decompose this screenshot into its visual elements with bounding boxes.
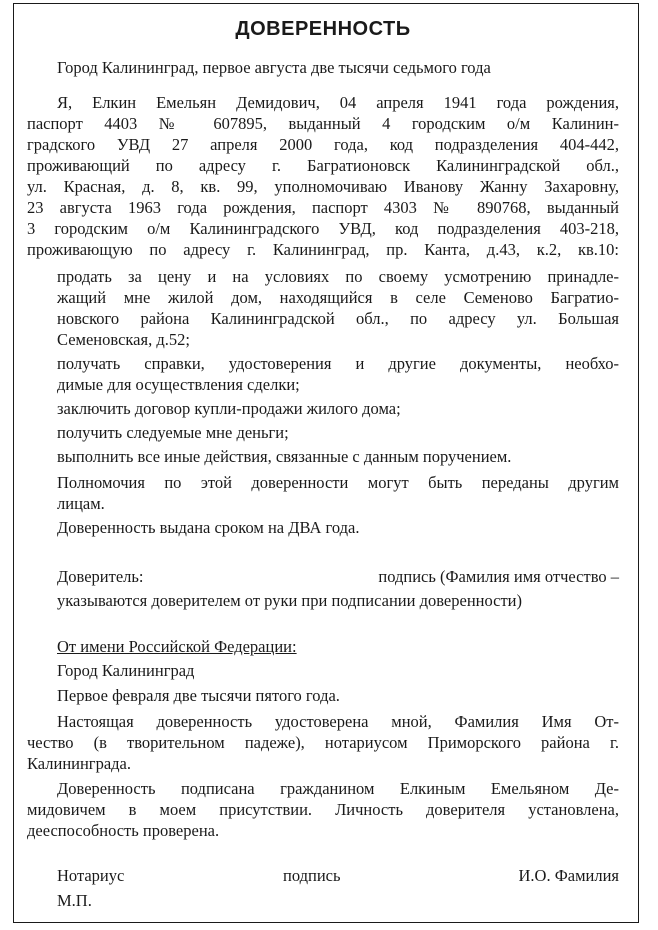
- intro-line: паспорт 4403 № 607895, выданный 4 городским о/м Калинин-: [27, 114, 619, 133]
- power-item-line: Семеновская, д.52;: [57, 330, 190, 349]
- power-item-line: получить следуемые мне деньги;: [57, 423, 289, 442]
- seal-place: М.П.: [57, 891, 92, 910]
- place-date-line: Город Калининград, первое августа две тысячи седьмого года: [57, 58, 491, 77]
- notary-signature: подпись: [283, 866, 341, 885]
- document-title: ДОВЕРЕННОСТЬ: [235, 18, 411, 40]
- intro-line: проживающую по адресу г. Калининград, пр. Канта, д.43, к.2, кв.10:: [27, 240, 619, 259]
- power-item-line: получать справки, удостоверения и другие документы, необхо-: [57, 354, 619, 373]
- power-item-line: заключить договор купли-продажи жилого дома;: [57, 399, 401, 418]
- certification-line: Калининграда.: [27, 754, 131, 773]
- certification-line: Настоящая доверенность удостоверена мной, Фамилия Имя От-: [57, 712, 619, 731]
- intro-line: ул. Красная, д. 8, кв. 99, уполномочиваю Иванову Жанну Захаровну,: [27, 177, 619, 196]
- notary-date: Первое февраля две тысячи пятого года.: [57, 686, 340, 705]
- signed-line: Доверенность подписана гражданином Елкиным Емельяном Де-: [57, 779, 619, 798]
- signed-line: мидовичем в моем присутствии. Личность доверителя установлена,: [27, 800, 619, 819]
- intro-line: 3 городским о/м Калининградского УВД, код подразделения 403-218,: [27, 219, 619, 238]
- intro-line: 23 августа 1963 года рождения, паспорт 4303 № 890768, выданный: [27, 198, 619, 217]
- power-item-line: продать за цену и на условиях по своему усмотрению принадле-: [57, 267, 619, 286]
- power-item-line: димые для осуществления сделки;: [57, 375, 300, 394]
- signed-line: дееспособность проверена.: [27, 821, 220, 840]
- notary-city: Город Калининград: [57, 661, 195, 680]
- rf-heading: От имени Российской Федерации:: [57, 637, 297, 656]
- certification-line: чество (в творительном падеже), нотариусом Приморского района г.: [27, 733, 619, 752]
- term-line: Доверенность выдана сроком на ДВА года.: [57, 518, 360, 537]
- transfer-line: лицам.: [57, 494, 105, 513]
- power-item-line: новского района Калининградской обл., по адресу ул. Большая: [57, 309, 619, 328]
- principal-label: Доверитель:: [57, 567, 144, 586]
- notary-label: Нотариус: [57, 866, 125, 885]
- power-item-line: выполнить все иные действия, связанные с данным поручением.: [57, 447, 512, 466]
- transfer-line: Полномочия по этой доверенности могут быть переданы другим: [57, 473, 619, 492]
- notary-name: И.О. Фамилия: [518, 866, 619, 885]
- power-item-line: жащий мне жилой дом, находящийся в селе Семеново Багратио-: [57, 288, 619, 307]
- intro-line: градского УВД 27 апреля 2000 года, код подразделения 404-442,: [27, 135, 619, 154]
- principal-signature-line: подпись (Фамилия имя отчество –: [378, 567, 619, 586]
- intro-line: проживающий по адресу г. Багратионовск Калининградской обл.,: [27, 156, 619, 175]
- intro-line: Я, Елкин Емельян Демидович, 04 апреля 1941 года рождения,: [57, 93, 619, 112]
- principal-signature-note: указываются доверителем от руки при подписании доверенности): [57, 591, 522, 610]
